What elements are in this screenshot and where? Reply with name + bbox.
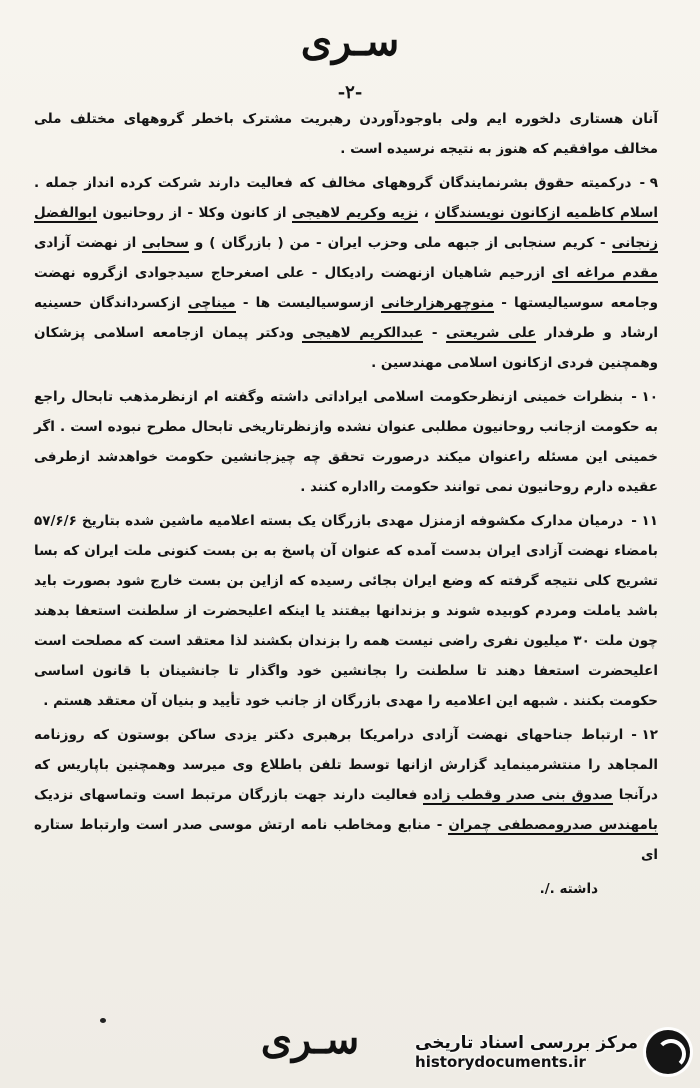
classification-stamp-bottom: سـری [260, 1016, 360, 1063]
paragraph-9-text: - [423, 325, 446, 341]
underlined-name: ابوالفضل زنجانی [34, 205, 658, 251]
paragraph-11-text: درمیان مدارک مکشوفه ازمنزل مهدی بازرگان یک بسته اعلامیه ماشین شده بتاریخ ۵۷/۶/۶ بامضاء نهضت آزادی ایران بدست آمده که عنوان آن پاسخ به بن بست کنونی ملت ایران که بسا تشریح کلی نتیجه گرفته که وضع ایران بجائی رسیده که ازاین بن بست خارج شود بصورت باید باشد یاملت ومردم کوبیده شوند و بزندانها بیفتند یا اینکه اعلیحضرت از سلطنت استعفا بدهند چون ملت ۳۰ میلیون نفری راضی نیست همه را بزندان بکشند لذا معتقد است که مصلحت است اعلیحضرت استعفا دهند تا سلطنت را بجانشین خود واگذار تا جانشینان با قانون اساسی حکومت بکنند . شبهه این اعلامیه را مهدی بازرگان از جانب خود تأیید و بنیان آن معتقد هستم . [34, 513, 658, 709]
underlined-name: نزیه وکریم لاهیجی [291, 205, 419, 221]
paragraph-9-text: از نهضت آزادی [34, 235, 143, 251]
paragraph-12-text: فعالیت دارند جهت بازرگان مرتبط است وتماسهای نزدیک [34, 787, 424, 803]
paragraph-9-text: ازکسرداندگان حسینیه ارشاد و طرفدار [34, 295, 658, 341]
underlined-name: میناچی [187, 295, 236, 311]
paragraph-9-text: - کریم سنجابی از جبهه ملی وحزب ایران - من ( بازرگان ) و [188, 235, 612, 251]
paragraph-12 [34, 720, 658, 870]
paragraph-11 [34, 506, 658, 716]
paragraph-9-text: درکمیته حقوق بشرنمایندگان گروههای مخالف که فعالیت دارند شرکت کرده انداز جمله . [34, 175, 632, 191]
underlined-name: منوچهرهزارخانی [381, 295, 495, 311]
paragraph-9-text: ازرحیم شاهیان ازنهضت رادیکال - علی اصغرحاج سیدجوادی ازگروه نهضت وجامعه سوسیالیستها - [34, 265, 659, 311]
underlined-name: عبدالکریم لاهیجی [302, 325, 424, 341]
paragraph-9-text: از کانون وکلا - از روحانیون [96, 205, 292, 221]
paragraph-9-text: ازسوسیالیست ها - [235, 295, 382, 311]
item-number-11: ۱۱ - [631, 513, 658, 529]
paragraph-9-text: ، [418, 205, 435, 221]
paragraph-10 [34, 382, 658, 502]
closing-line: داشته ./. [539, 881, 598, 897]
paragraph-intro: آنان هستاری دلخوره ایم ولی باوجودآوردن رهبریت مشترک باخطر گروههای مختلف ملی مخالف موافقیم که هنوز به نتیجه نرسیده است . [34, 111, 658, 157]
paragraph-12-text: ارتباط جناحهای نهضت آزادی درامریکا برهبری دکتر یزدی ساکن بوستون که روزنامه المجاهد را منتشرمینماید گزارش ازانها توسط تلفن باطلاع وی میرسد وهمچنین باپاریس که درآنجا [34, 727, 658, 803]
item-number-10: ۱۰ - [631, 389, 658, 405]
underlined-name: مقدم مراغه ای [552, 265, 658, 281]
item-number-12: ۱۲ - [631, 727, 658, 743]
underlined-name: صدوق بنی صدر وقطب زاده [423, 787, 613, 803]
page-number: -۲- [337, 82, 363, 103]
item-number-9: ۹ - [639, 175, 658, 191]
underlined-name: سحابی [142, 235, 189, 251]
classification-stamp-top: سـری [300, 18, 400, 65]
paragraph-10-text: بنظرات خمینی ازنظرحکومت اسلامی ایراداتی داشته وگفته ام ازنظرمذهب تابحال راجع به حکومت ازجانب روحانیون مطلبی عنوان نشده وازنظرتاریخی تابحال مطرح نبوده است . اگر خمینی این مسئله راعنوان میکند درصورت تحقق چه چیزجانشین حکومت خواهدشد ازطرفی عقیده دارم روحانیون نمی توانند حکومت رااداره کنند . [34, 389, 658, 495]
watermark-site: historydocuments.ir [415, 1053, 586, 1071]
watermark [415, 1024, 690, 1080]
archive-logo-icon [646, 1030, 690, 1074]
paragraph-9 [34, 168, 658, 378]
document-body [34, 104, 658, 908]
paragraph-9-text: ودکتر پیمان ازجامعه اسلامی پزشکان وهمچنین فردی ازکانون اسلامی مهندسین . [34, 325, 658, 371]
watermark-org-name: مرکز بررسی اسناد تاریخی [415, 1033, 638, 1053]
watermark-text [415, 1033, 638, 1071]
paragraph-12-text: - منابع ومخاطب نامه ارتش موسی صدر است وارتباط ستاره ای [34, 817, 658, 863]
underlined-name: علی شریعتی [445, 325, 537, 341]
underlined-name: بامهندس صدرومصطفی چمران [448, 817, 658, 833]
underlined-name: اسلام کاظمیه ازکانون نویسندگان [434, 205, 658, 221]
